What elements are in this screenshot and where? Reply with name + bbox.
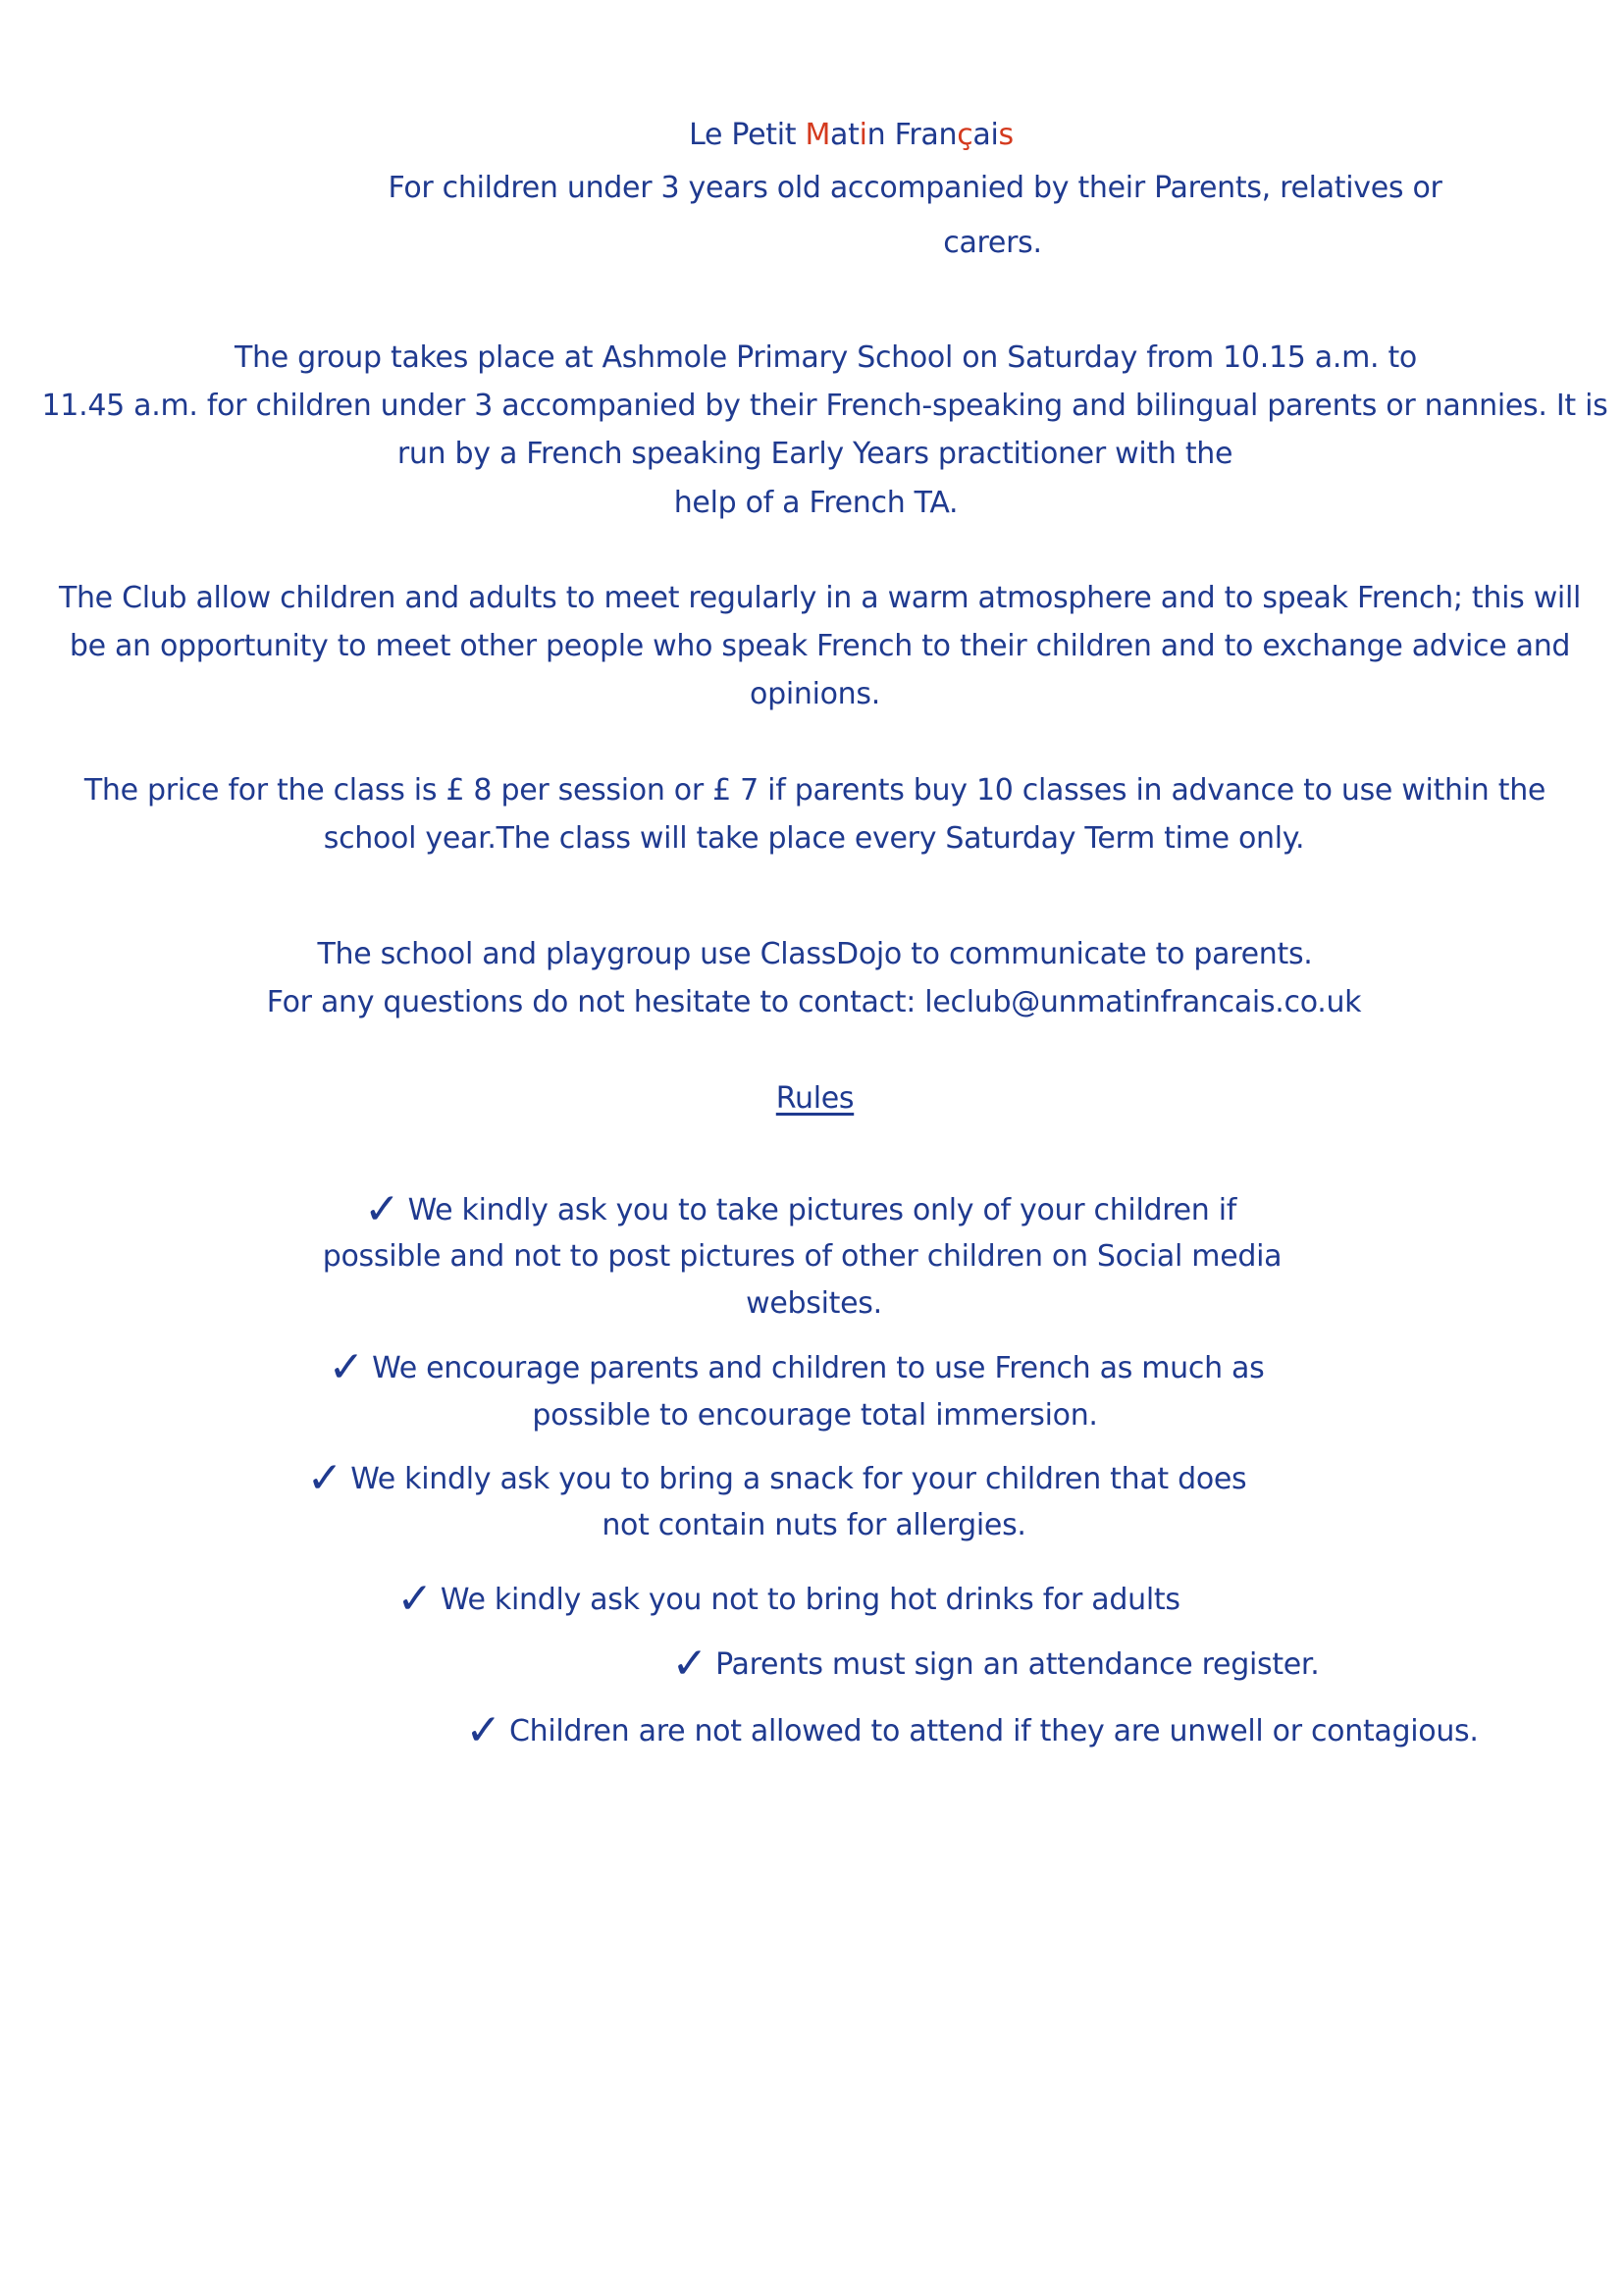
rule-text: Children are not allowed to attend if they are unwell or contagious.	[508, 1714, 1479, 1748]
rules-heading-text: Rules	[775, 1081, 855, 1116]
rule-item	[160, 1705, 1624, 1755]
check-icon: ✓	[363, 1184, 400, 1234]
title-part: ai	[972, 118, 999, 152]
rule-text: Parents must sign an attendance register.	[715, 1647, 1320, 1682]
rule-text: We kindly ask you not to bring hot drinks for adults	[440, 1583, 1180, 1617]
subtitle-line: For children under 3 years old accompanied by their Parents, relatives or	[388, 171, 1442, 205]
title-part: s	[998, 118, 1014, 152]
check-icon: ✓	[396, 1574, 433, 1624]
intro-line: run by a French speaking Early Years practitioner with the	[396, 437, 1233, 471]
rule-item	[0, 1184, 1612, 1234]
rule-item	[0, 1453, 1589, 1503]
club-line: opinions.	[750, 677, 880, 711]
rule-line: possible and not to post pictures of other children on Social media	[322, 1239, 1283, 1274]
price-line: school year.The class will take place every Saturday Term time only.	[323, 821, 1305, 856]
rule-text: We encourage parents and children to use French as much as	[372, 1351, 1265, 1385]
rule-text: We kindly ask you to bring a snack for your children that does	[350, 1462, 1247, 1496]
intro-line: The group takes place at Ashmole Primary School on Saturday from 10.15 a.m. to	[234, 340, 1417, 375]
intro-line: 11.45 a.m. for children under 3 accompanied by their French-speaking and bilingual parents or nannies. It is	[41, 389, 1608, 423]
intro-line: help of a French TA.	[673, 486, 959, 520]
contact-line: The school and playgroup use ClassDojo to communicate to parents.	[317, 937, 1313, 971]
rule-item	[0, 1342, 1608, 1392]
subtitle-line: carers.	[943, 226, 1042, 260]
rule-line: websites.	[746, 1286, 882, 1321]
title-part: M	[805, 118, 831, 152]
check-icon: ✓	[328, 1342, 365, 1392]
rule-item	[0, 1574, 1600, 1624]
rule-line: possible to encourage total immersion.	[532, 1398, 1098, 1433]
contact-text[interactable]: For any questions do not hesitate to contact: leclub@unmatinfrancais.co.uk	[266, 985, 1362, 1019]
rule-item	[183, 1639, 1624, 1689]
check-icon: ✓	[465, 1705, 501, 1755]
title-part: F	[894, 118, 910, 152]
title-part: n	[866, 118, 895, 152]
contact-line	[2, 983, 1624, 1022]
check-icon: ✓	[671, 1639, 708, 1689]
club-line: be an opportunity to meet other people who speak French to their children and to exchange advice and	[69, 629, 1571, 663]
title-part: ç	[957, 118, 973, 152]
title-part: Le Petit	[689, 118, 806, 152]
rule-text: We kindly ask you to take pictures only of your children if	[407, 1193, 1237, 1227]
document-title	[39, 116, 1624, 155]
check-icon: ✓	[306, 1453, 343, 1503]
price-line: The price for the class is £ 8 per session or £ 7 if parents buy 10 classes in advance to use within the	[83, 773, 1546, 808]
title-part: i	[859, 118, 867, 152]
title-part: at	[830, 118, 860, 152]
rule-line: not contain nuts for allergies.	[602, 1508, 1026, 1542]
rules-heading	[3, 1079, 1624, 1119]
club-line: The Club allow children and adults to meet regularly in a warm atmosphere and to speak French; this will	[58, 581, 1582, 615]
title-part: ran	[909, 118, 958, 152]
